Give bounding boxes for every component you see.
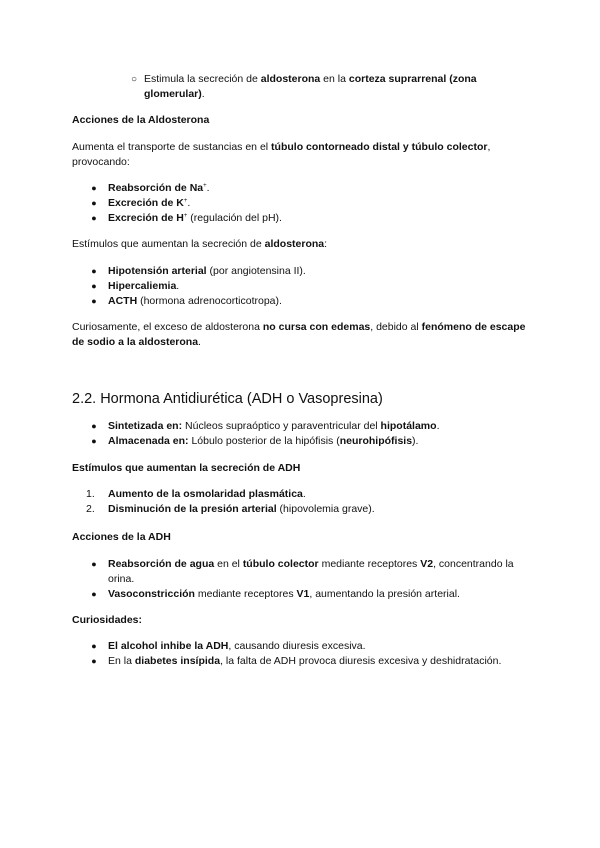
list-item bbox=[72, 294, 532, 309]
heading-acciones-adh: Acciones de la ADH bbox=[72, 531, 171, 543]
bold-text: neurohipófisis bbox=[339, 435, 413, 447]
bold-text: V2 bbox=[420, 558, 434, 570]
bold-text: diabetes insípida bbox=[134, 655, 221, 667]
bold-text: hipotálamo bbox=[380, 420, 437, 432]
list-item bbox=[72, 557, 532, 587]
list-adh-origen bbox=[72, 419, 532, 449]
heading-curiosidades: Curiosidades: bbox=[72, 614, 143, 626]
bold-text: Sintetizada en: bbox=[108, 420, 183, 432]
text: mediante receptores bbox=[318, 558, 421, 570]
text: En la bbox=[108, 655, 135, 667]
text: Estimula la secreción de bbox=[144, 73, 261, 85]
text: mediante receptores bbox=[194, 588, 297, 600]
list-item bbox=[72, 502, 532, 517]
bold-text: aldosterona bbox=[264, 238, 325, 250]
bullet-icon: ● bbox=[91, 296, 97, 306]
list-item bbox=[72, 264, 532, 279]
bold-text: Vasoconstricción bbox=[108, 588, 195, 600]
list-estimulos-adh bbox=[72, 487, 532, 517]
list-item bbox=[72, 434, 532, 449]
text: , la falta de ADH provoca diuresis excesiva y deshidratación. bbox=[220, 655, 502, 667]
top-sub-list bbox=[72, 72, 532, 102]
bullet-icon: ● bbox=[91, 266, 97, 276]
text: Curiosamente, el exceso de aldosterona bbox=[72, 321, 263, 333]
bold-text: V1 bbox=[296, 588, 310, 600]
bold-text: ACTH bbox=[108, 295, 138, 307]
bold-text: Excreción de K bbox=[108, 197, 184, 209]
superscript: + bbox=[203, 183, 207, 189]
text: Aumenta el transporte de sustancias en el bbox=[72, 141, 272, 153]
bold-text: túbulo colector bbox=[242, 558, 319, 570]
text: Estímulos que aumentan la secreción de bbox=[72, 238, 265, 250]
bold-text: fenómeno de escape de sodio a la aldosterona bbox=[72, 321, 526, 348]
bold-text: túbulo contorneado distal y túbulo colector bbox=[271, 141, 488, 153]
bold-text: corteza suprarrenal (zona glomerular) bbox=[144, 73, 477, 100]
text: . bbox=[206, 182, 210, 194]
bold-text: Hipercaliemia bbox=[108, 280, 177, 292]
text: ). bbox=[412, 435, 419, 447]
hollow-circle-bullet-icon: ○ bbox=[130, 74, 138, 85]
text: . bbox=[302, 488, 306, 500]
list-item bbox=[72, 196, 532, 211]
list-item bbox=[72, 419, 532, 434]
list-item bbox=[72, 487, 532, 502]
text: (hipovolemia grave). bbox=[276, 503, 375, 515]
list-item bbox=[72, 587, 532, 602]
text: en el bbox=[214, 558, 243, 570]
bold-text: Almacenada en: bbox=[108, 435, 189, 447]
text: . bbox=[436, 420, 440, 432]
bullet-icon: ● bbox=[91, 436, 97, 446]
bold-text: Reabsorción de Na bbox=[108, 182, 204, 194]
bullet-icon: ● bbox=[91, 559, 97, 569]
bullet-icon: ● bbox=[91, 641, 97, 651]
list-item bbox=[72, 72, 532, 102]
text: , aumentando la presión arterial. bbox=[309, 588, 460, 600]
list-acciones-adh bbox=[72, 557, 532, 602]
bullet-icon: ● bbox=[91, 183, 97, 193]
text: , concentrando la orina. bbox=[108, 558, 514, 585]
list-estimulos-aldosterona bbox=[72, 264, 532, 309]
text: , debido al bbox=[370, 321, 422, 333]
bold-text: Reabsorción de agua bbox=[108, 558, 215, 570]
list-item bbox=[72, 181, 532, 196]
heading-estimulos-adh: Estímulos que aumentan la secreción de ADH bbox=[72, 462, 301, 474]
bold-text: no cursa con edemas bbox=[262, 321, 371, 333]
text: . bbox=[198, 336, 201, 348]
superscript: + bbox=[183, 198, 188, 204]
text: (por angiotensina II). bbox=[206, 265, 306, 277]
list-item bbox=[72, 211, 532, 226]
text: , provocando: bbox=[72, 141, 491, 168]
bullet-icon: ● bbox=[91, 198, 97, 208]
list-number: 1. bbox=[86, 488, 95, 500]
list-item bbox=[72, 654, 532, 669]
paragraph-curiosamente bbox=[72, 320, 532, 350]
list-item bbox=[72, 639, 532, 654]
superscript: + bbox=[183, 213, 188, 219]
list-curiosidades bbox=[72, 639, 532, 669]
bullet-icon: ● bbox=[91, 281, 97, 291]
paragraph-aldo-intro bbox=[72, 140, 532, 170]
bold-text: Excreción de H bbox=[108, 212, 184, 224]
text: . bbox=[176, 280, 180, 292]
text: Núcleos supraóptico y paraventricular del bbox=[182, 420, 381, 432]
bullet-icon: ● bbox=[91, 213, 97, 223]
bullet-icon: ● bbox=[91, 421, 97, 431]
text: : bbox=[324, 238, 328, 250]
bold-text: aldosterona bbox=[260, 73, 321, 85]
bold-text: Aumento de la osmolaridad plasmática bbox=[108, 488, 303, 500]
heading-acciones-aldosterona: Acciones de la Aldosterona bbox=[72, 114, 210, 126]
bold-text: Hipotensión arterial bbox=[108, 265, 207, 277]
bold-text: Disminución de la presión arterial bbox=[108, 503, 277, 515]
text: en la bbox=[320, 73, 349, 85]
list-number: 2. bbox=[86, 503, 95, 515]
text: , causando diuresis excesiva. bbox=[228, 640, 366, 652]
text: . bbox=[201, 88, 205, 100]
bold-text: El alcohol inhibe la ADH bbox=[108, 640, 229, 652]
bullet-icon: ● bbox=[91, 589, 97, 599]
text: . bbox=[187, 197, 191, 209]
list-acciones-aldosterona bbox=[72, 181, 532, 226]
paragraph-estimulos-aldo bbox=[72, 237, 532, 252]
text: (hormona adrenocorticotropa). bbox=[137, 295, 282, 307]
bullet-icon: ● bbox=[91, 656, 97, 666]
section-title-adh: 2.2. Hormona Antidiurética (ADH o Vasopresina) bbox=[72, 391, 383, 407]
text: (regulación del pH). bbox=[187, 212, 282, 224]
text: Lóbulo posterior de la hipófisis ( bbox=[188, 435, 340, 447]
list-item bbox=[72, 279, 532, 294]
